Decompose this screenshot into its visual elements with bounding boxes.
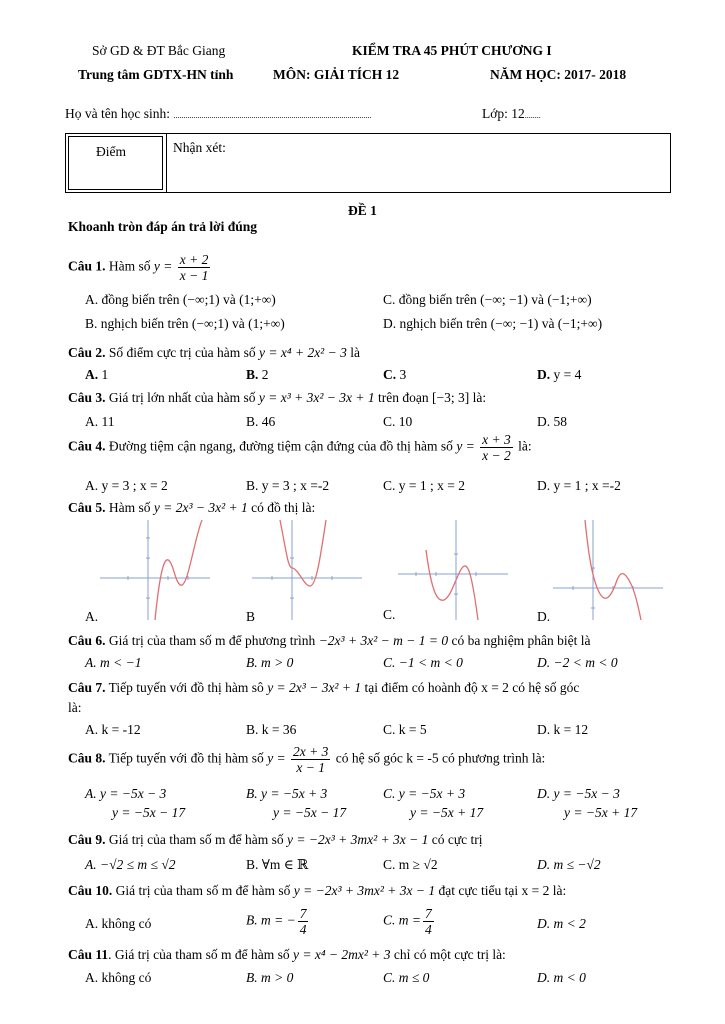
exam-title: KIỂM TRA 45 PHÚT CHƯƠNG I [352,43,552,58]
department: Sở GD & ĐT Bắc Giang [92,43,226,58]
q4-option-b[interactable]: B. y = 3 ; x =-2 [246,478,330,493]
q2-option-b[interactable]: B. 2 [246,367,269,382]
q10-option-b[interactable]: B. m = − $\frac{7}{4}$ [246,906,307,937]
question-7: Câu 7. Tiếp tuyến với đồ thị hàm sô y = 2x³ − 3x² + 1 tại điểm có hoành độ x = 2 có hệ số góc [68,680,580,695]
q9-option-a[interactable]: A. −√2 ≤ m ≤ √2 [85,857,176,872]
score-cell [66,134,167,192]
question-11: Câu 11. Giá trị của tham số m để hàm số y = x⁴ − 2mx² + 3 chỉ có một cực trị là: [68,947,506,962]
q7-option-b[interactable]: B. k = 36 [246,722,297,737]
q4-option-d[interactable]: D. y = 1 ; x =-2 [537,478,621,493]
q5-option-c[interactable]: C. [383,607,396,622]
q10-option-d[interactable]: D. m < 2 [537,916,586,931]
q6-option-b[interactable]: B. m > 0 [246,655,294,670]
graph-b[interactable] [252,520,362,620]
q1-option-a[interactable]: A. đồng biến trên (−∞;1) và (1;+∞) [85,292,276,307]
graph-a[interactable] [100,520,210,620]
score-label: Điểm [96,144,126,159]
graph-c[interactable] [398,520,508,620]
question-1: Câu 1. Hàm số y = $\frac{x + 2}{x - 1}$ [68,252,209,283]
center-name: Trung tâm GDTX-HN tỉnh [78,67,234,82]
q2-option-a[interactable]: A. 1 [85,367,109,382]
q1-option-c[interactable]: C. đồng biến trên (−∞; −1) và (−1;+∞) [383,292,592,307]
q10-option-c[interactable]: C. m = $\frac{7}{4}$ [383,906,432,937]
q5-option-a[interactable]: A. [85,609,99,624]
q10-option-a[interactable]: A. không có [85,916,152,931]
q7-option-d[interactable]: D. k = 12 [537,722,589,737]
question-10: Câu 10. Giá trị của tham số m để hàm số y = −2x³ + 3mx² + 3x − 1 đạt cực tiểu tại x = 2 là: [68,883,567,898]
q6-option-a[interactable]: A. m < −1 [85,655,142,670]
q9-option-b[interactable]: B. ∀m ∈ ℝ [246,857,309,872]
student-name-label: Họ và tên học sinh: [65,106,170,121]
question-6: Câu 6. Giá trị của tham số m để phương trình −2x³ + 3x² − m − 1 = 0 có ba nghiệm phân biệt là [68,633,591,648]
q3-option-d[interactable]: D. 58 [537,414,567,429]
score-box [65,133,671,193]
q9-option-d[interactable]: D. m ≤ −√2 [537,857,601,872]
q4-option-a[interactable]: A. y = 3 ; x = 2 [85,478,168,493]
q7-option-c[interactable]: C. k = 5 [383,722,427,737]
q3-option-b[interactable]: B. 46 [246,414,276,429]
q1-text: Hàm số [108,258,151,274]
q5-option-b[interactable]: B [246,609,256,624]
question-2: Câu 2. Số điểm cực trị của hàm số y = x⁴ + 2x² − 3 là [68,345,360,360]
q11-option-d[interactable]: D. m < 0 [537,970,586,985]
q11-option-b[interactable]: B. m > 0 [246,970,294,985]
q2-option-d[interactable]: D. y = 4 [537,367,582,382]
q1-label: Câu 1. [68,258,106,274]
class-field[interactable]: ........ [524,111,541,120]
q7-continuation: là: [68,700,82,715]
q3-option-a[interactable]: A. 11 [85,414,115,429]
q2-option-c[interactable]: C. 3 [383,367,407,382]
student-name-field[interactable]: ................................................................................................... [173,111,372,120]
q1-option-b[interactable]: B. nghịch biến trên (−∞;1) và (1;+∞) [85,316,285,331]
q4-option-c[interactable]: C. y = 1 ; x = 2 [383,478,465,493]
graph-d[interactable] [553,520,663,620]
q6-option-d[interactable]: D. −2 < m < 0 [537,655,618,670]
q8-option-d[interactable]: D. y = −5x − 3 y = −5x + 17 [537,786,638,820]
question-9: Câu 9. Giá trị của tham số m để hàm số y = −2x³ + 3mx² + 3x − 1 có cực trị [68,832,483,847]
exam-code: ĐỀ 1 [348,203,377,218]
class-label: Lớp: 12 [482,106,525,121]
question-8: Câu 8. Tiếp tuyến với đồ thị hàm số y = $\frac{2x + 3}{x - 1}$ có hệ số góc k = -5 có phương trình là: [68,744,546,775]
q1-option-d[interactable]: D. nghịch biến trên (−∞; −1) và (−1;+∞) [383,316,603,331]
instruction: Khoanh tròn đáp án trả lời đúng [68,219,258,234]
subject: MÔN: GIẢI TÍCH 12 [273,67,400,82]
question-3: Câu 3. Giá trị lớn nhất của hàm số y = x³ + 3x² − 3x + 1 trên đoạn [−3; 3] là: [68,390,487,405]
question-4: Câu 4. Đường tiệm cận ngang, đường tiệm cận đứng của đồ thị hàm số y = $\frac{x + 3}{x - 2}$ là: [68,432,532,463]
q3-option-c[interactable]: C. 10 [383,414,413,429]
school-year: NĂM HỌC: 2017- 2018 [490,67,627,82]
q5-option-d[interactable]: D. [537,609,551,624]
q8-option-a[interactable]: A. y = −5x − 3 y = −5x − 17 [85,786,186,820]
q8-option-c[interactable]: C. y = −5x + 3 y = −5x + 17 [383,786,484,820]
question-5: Câu 5. Hàm số y = 2x³ − 3x² + 1 có đồ thị là: [68,500,316,515]
q11-option-a[interactable]: A. không có [85,970,152,985]
q11-option-c[interactable]: C. m ≤ 0 [383,970,430,985]
q9-option-c[interactable]: C. m ≥ √2 [383,857,438,872]
q6-option-c[interactable]: C. −1 < m < 0 [383,655,463,670]
q7-option-a[interactable]: A. k = -12 [85,722,141,737]
q1-fraction: $\frac{x + 2}{x - 1}$ [179,252,209,283]
class-row [482,106,541,122]
comment-label: Nhận xét: [173,140,226,155]
q8-option-b[interactable]: B. y = −5x + 3 y = −5x − 17 [246,786,347,820]
student-name-row [65,106,371,122]
